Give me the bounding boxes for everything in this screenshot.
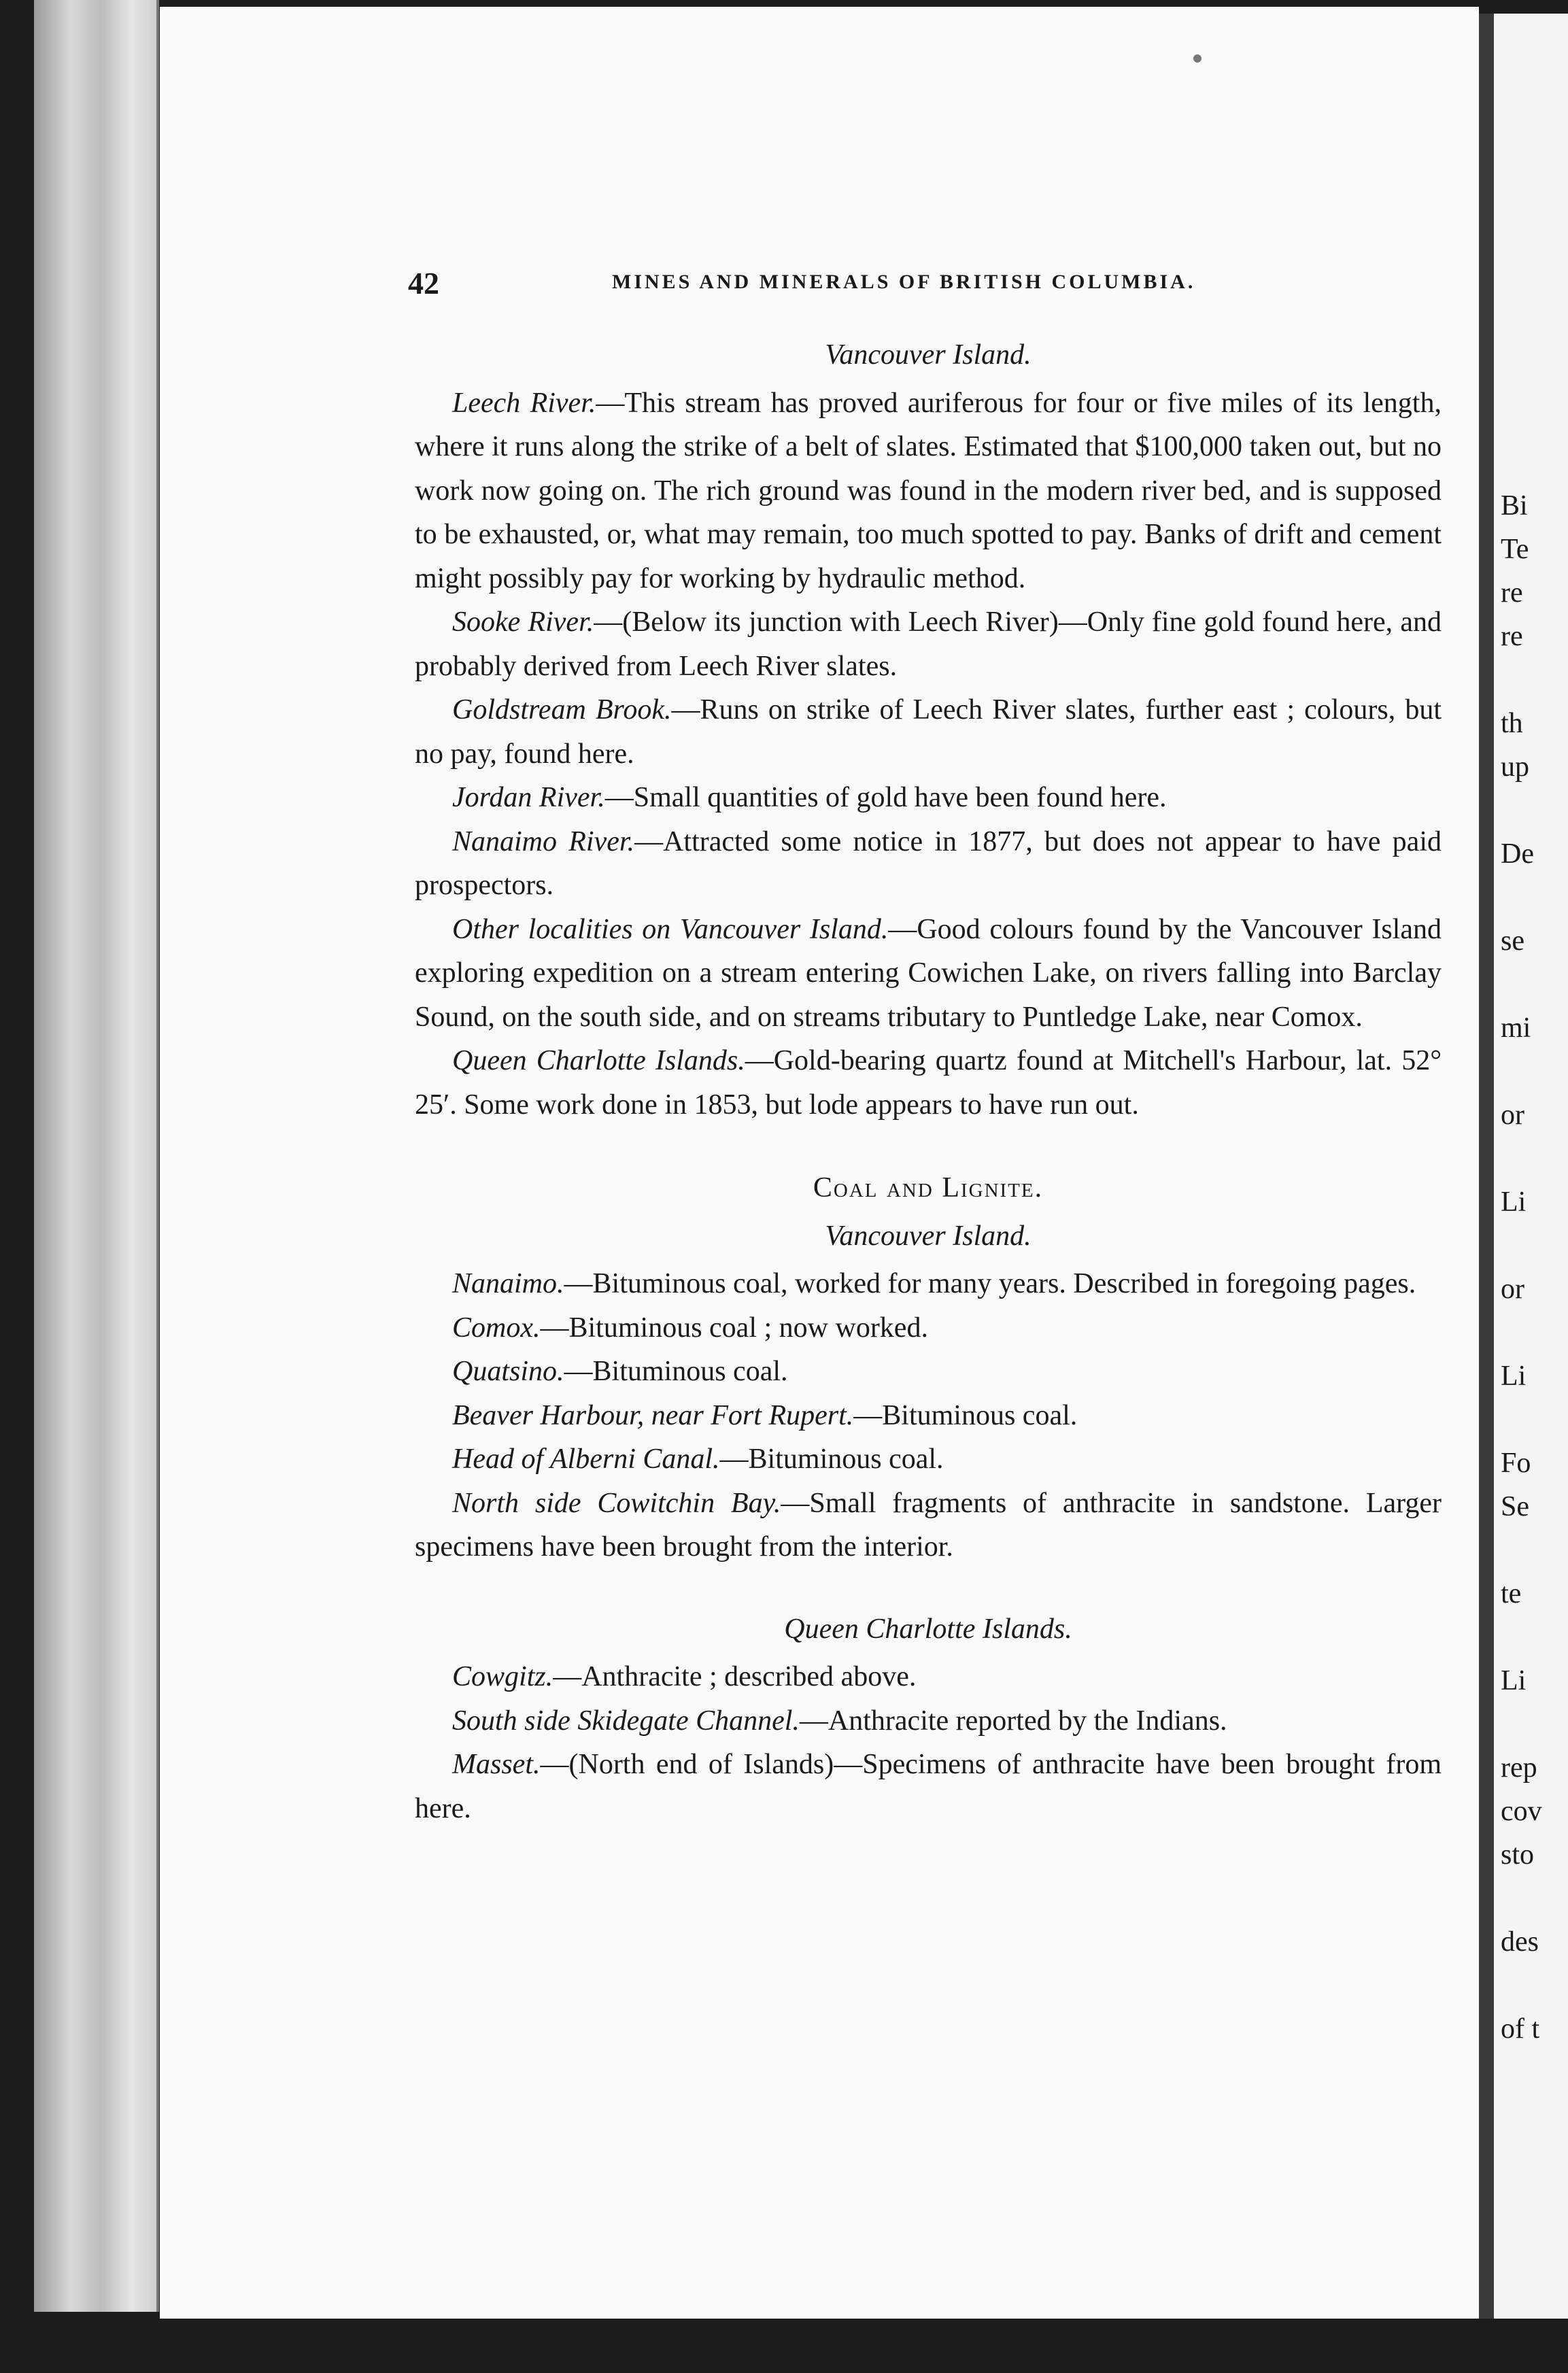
entry-lead: Head of Alberni Canal. [452,1444,720,1475]
facing-page-fragment: Se [1501,1491,1529,1522]
entry-lead: North side Cowitchin Bay. [452,1487,781,1519]
entry-text: —Attracted some notice in 1877, but does not appear to have paid prospectors. [415,825,1442,901]
entry-paragraph [415,1699,1442,1743]
entry-lead: Other localities on Vancouver Island. [452,913,889,945]
entry-lead: Quatsino. [452,1356,564,1387]
entry-text: —Bituminous coal, worked for many years. Described in foregoing pages. [564,1268,1416,1299]
entry-text: —Bituminous coal. [564,1356,788,1387]
entry-paragraph [415,1306,1442,1350]
ink-speck [1193,54,1201,63]
entry-text: —Runs on strike of Leech River slates, further east ; colours, but no pay, found here. [415,694,1442,770]
facing-page-fragment: mi [1501,1012,1531,1044]
entry-text: —Bituminous coal ; now worked. [540,1312,928,1344]
page-body [415,333,1442,1830]
entry-text: —Bituminous coal. [853,1399,1078,1431]
entry-text: —(Below its junction with Leech River)—Only fine gold found here, and probably derived from Leech River slates. [415,607,1442,682]
facing-page-fragment: Bi [1501,490,1528,522]
facing-page-fragment: re [1501,621,1523,652]
facing-page-fragment: sto [1501,1839,1535,1871]
facing-page-fragment: se [1501,925,1524,957]
facing-page-fragment: des [1501,1926,1539,1958]
entry-paragraph [415,908,1442,1040]
facing-page-fragment: Te [1501,534,1529,565]
entry-text: —Small quantities of gold have been found here. [604,782,1167,813]
entry-lead: Masset. [452,1749,541,1780]
coal-vancouver-heading: Vancouver Island. [825,1220,1032,1252]
entry-text: —Good colours found by the Vancouver Island exploring expedition on a stream entering Cowichen Lake, on rivers falling into Barclay Sound, on the south side, and on streams tributary to Puntledge Lake, near Comox. [415,913,1442,1033]
facing-page-fragment: te [1501,1578,1522,1609]
entry-paragraph [415,381,1442,601]
coal-qci-entries [415,1655,1442,1830]
facing-page-fragment: of t [1501,2013,1540,2045]
facing-page-fragment: Li [1501,1186,1527,1218]
entry-lead: Sooke River. [452,607,594,638]
entry-paragraph [415,600,1442,688]
entry-paragraph [415,1655,1442,1699]
coal-qci-heading: Queen Charlotte Islands. [784,1613,1072,1645]
entry-lead: Beaver Harbour, near Fort Rupert. [452,1399,854,1431]
entry-paragraph [415,820,1442,908]
facing-page-fragment: Li [1501,1361,1527,1392]
entry-paragraph [415,1350,1442,1394]
page-number: 42 [408,266,439,301]
running-title: MINES AND MINERALS OF BRITISH COLUMBIA. [612,271,1196,293]
facing-page-fragment: Fo [1501,1448,1531,1479]
entry-paragraph [415,1039,1442,1127]
facing-page-fragment: re [1501,577,1523,609]
entry-text: —Anthracite ; described above. [553,1661,917,1692]
facing-page-fragment: rep [1501,1752,1537,1783]
gold-vancouver-heading: Vancouver Island. [825,339,1032,371]
facing-page-fragment: th [1501,708,1523,739]
entry-lead: Comox. [452,1312,541,1344]
entry-lead: Cowgitz. [452,1661,553,1692]
coal-vancouver-entries [415,1262,1442,1569]
entry-lead: Leech River. [452,387,596,419]
entry-text: —Small fragments of anthracite in sandstone. Larger specimens have been brought from the interior. [415,1487,1442,1563]
entry-text: —Gold-bearing quartz found at Mitchell's Harbour, lat. 52° 25′. Some work done in 1853, but lode appears to have run out. [415,1045,1442,1121]
entry-text: —(North end of Islands)—Specimens of anthracite have been brought from here. [415,1749,1442,1824]
page-header [408,265,1442,306]
entry-lead: Nanaimo. [452,1268,564,1299]
entry-lead: Goldstream Brook. [452,694,672,725]
facing-page-fragment: Li [1501,1665,1527,1696]
entry-paragraph [415,1394,1442,1438]
entry-lead: South side Skidegate Channel. [452,1705,800,1737]
gold-entries [415,381,1442,1127]
entry-lead: Jordan River. [452,782,605,813]
facing-page-fragment: or [1501,1099,1524,1131]
facing-page [1494,14,1568,2319]
entry-text: —This stream has proved auriferous for four or five miles of its length, where it runs along the strike of a belt of slates. Estimated that $100,000 taken out, but no work now going on. The rich ground was found in the modern river bed, and is supposed to be exhausted, or, what may remain, too much spotted to pay. Banks of drift and cement might possibly pay for working by hydraulic method. [415,387,1442,594]
facing-page-fragment: up [1501,751,1529,783]
facing-page-fragment: or [1501,1274,1524,1305]
coal-section-heading: Coal and Lignite. [813,1172,1044,1203]
entry-paragraph [415,688,1442,776]
entry-paragraph [415,1262,1442,1306]
entry-lead: Queen Charlotte Islands. [452,1045,745,1076]
entry-paragraph [415,776,1442,820]
entry-text: —Anthracite reported by the Indians. [799,1705,1227,1737]
facing-page-fragment: De [1501,838,1534,870]
entry-text: —Bituminous coal. [719,1444,944,1475]
entry-lead: Nanaimo River. [452,825,635,857]
entry-paragraph [415,1482,1442,1569]
entry-paragraph [415,1437,1442,1482]
facing-page-fragment: cov [1501,1796,1542,1827]
page-stack-edge [34,0,159,2312]
entry-paragraph [415,1743,1442,1830]
book-spine [1479,14,1494,2319]
